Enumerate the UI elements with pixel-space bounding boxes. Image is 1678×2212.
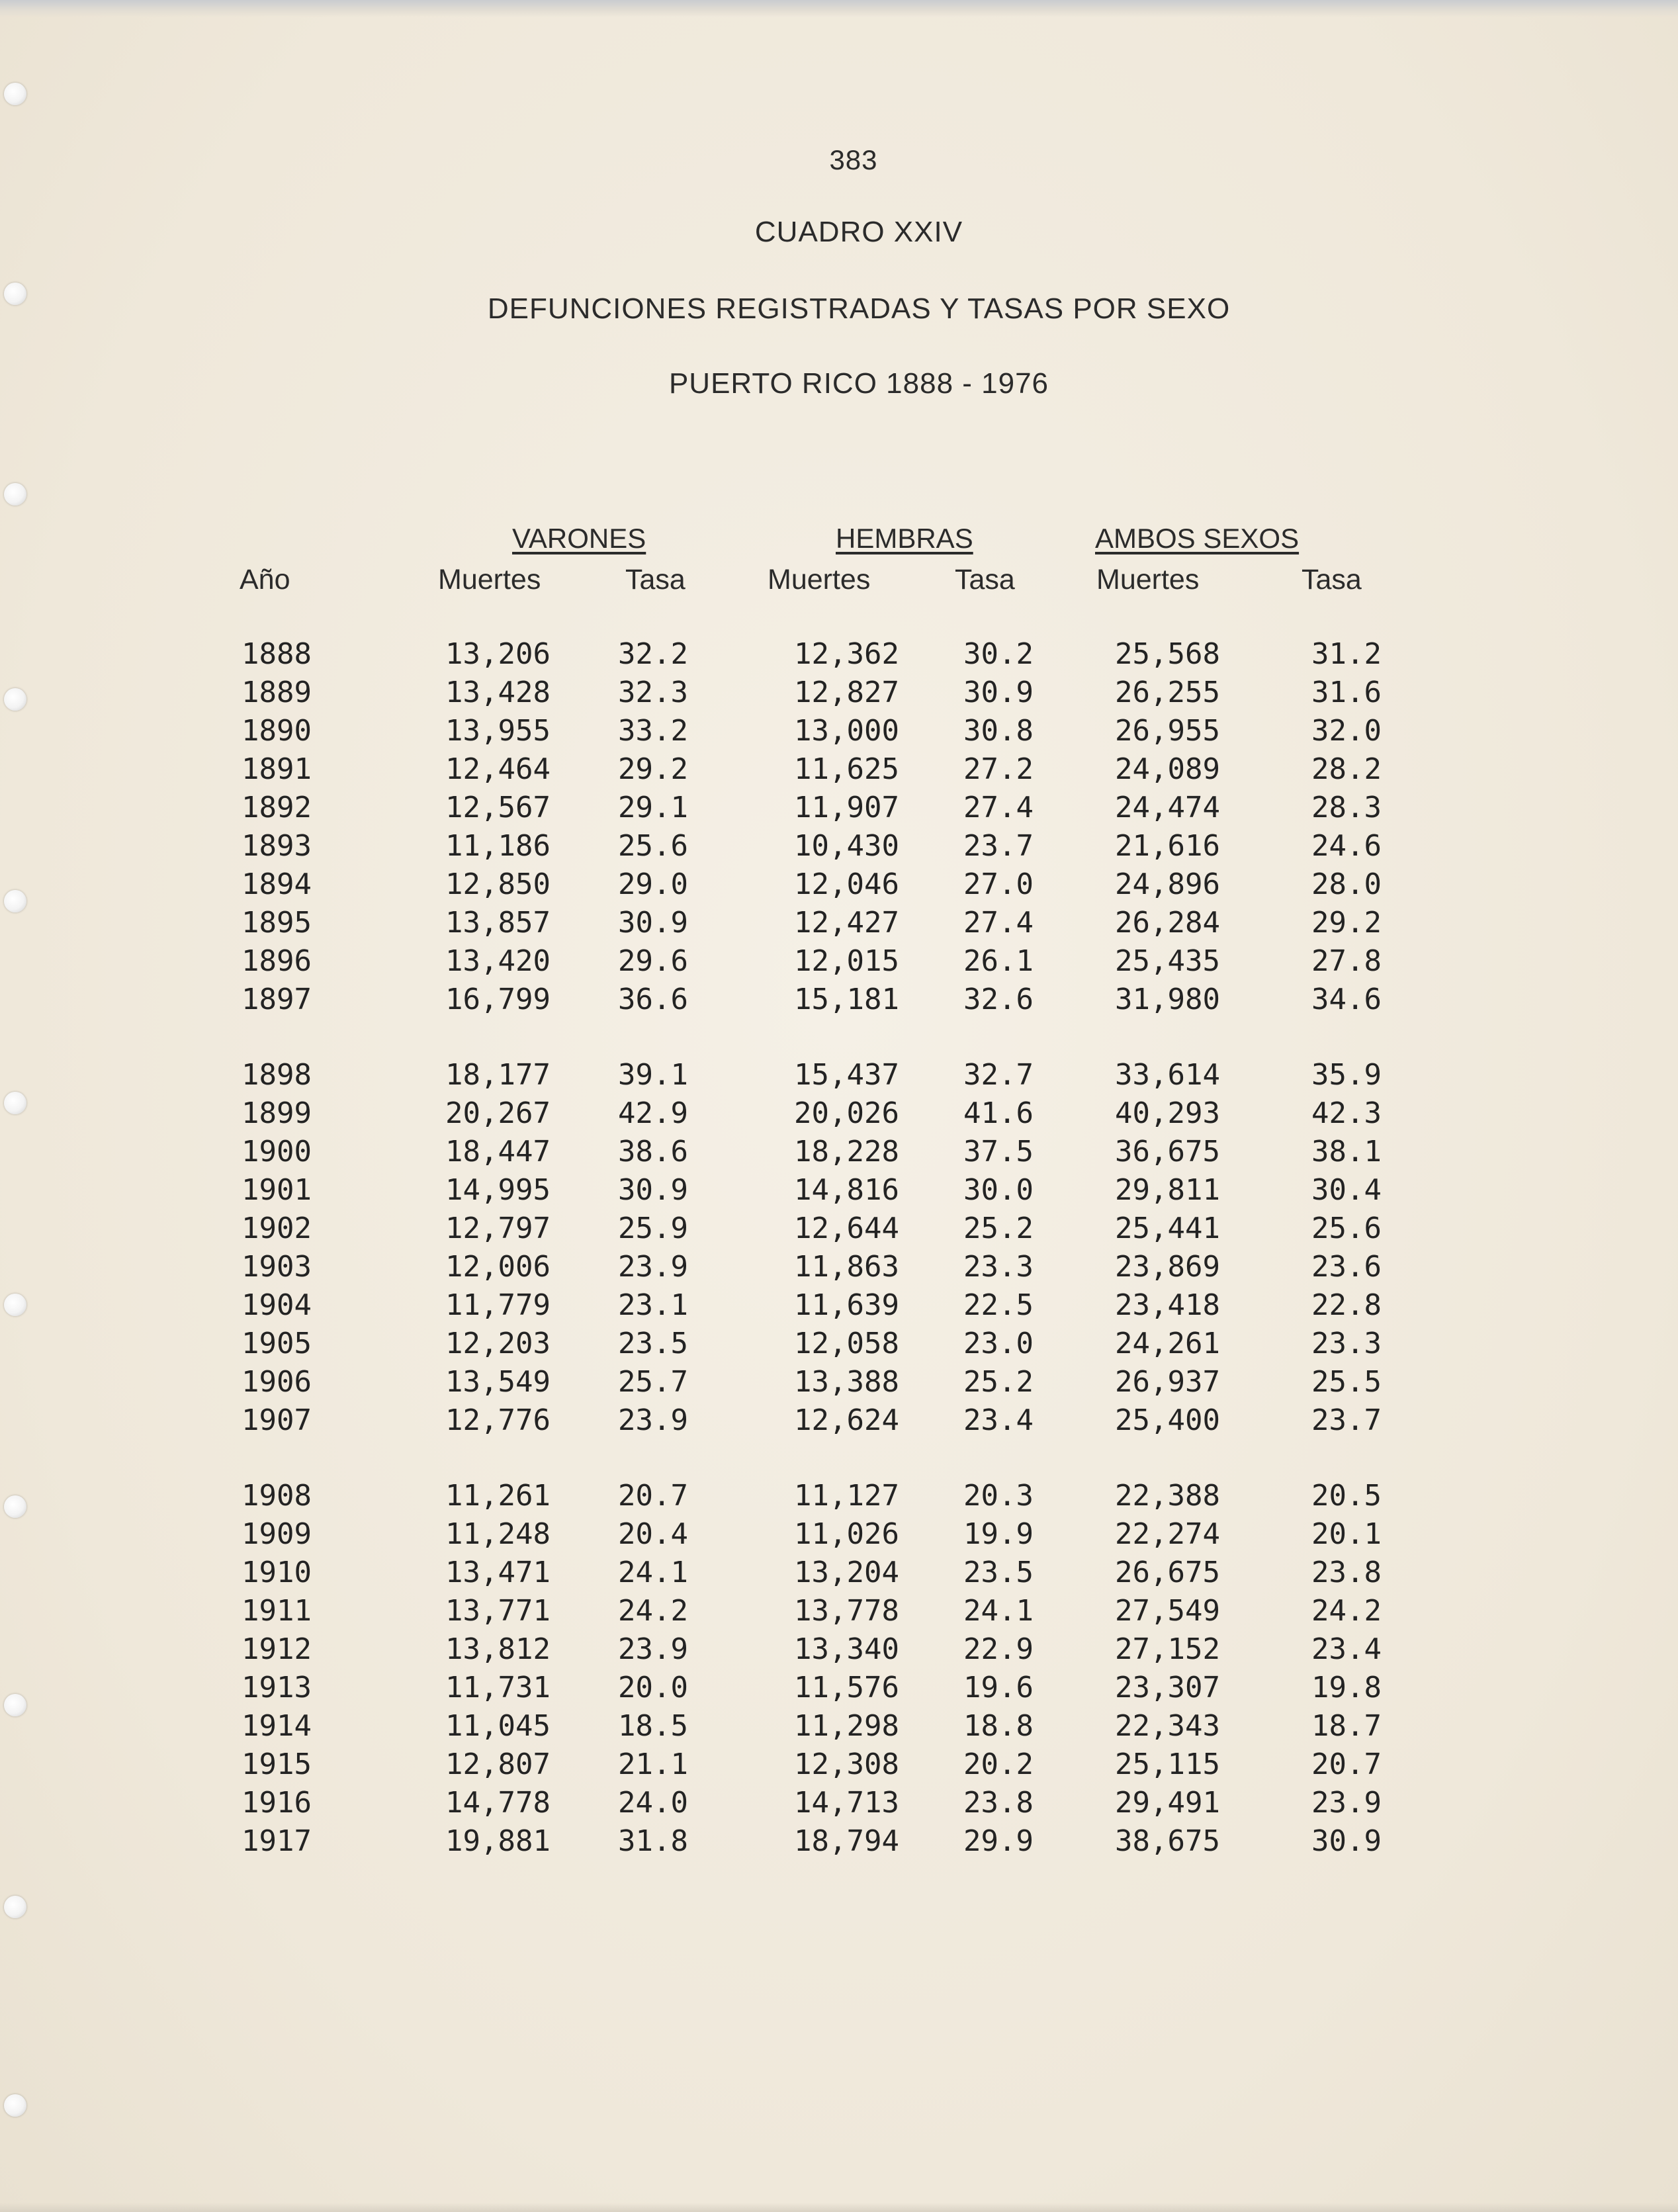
ambos-rate-cell: 32.0 [1311, 714, 1382, 748]
table-row [0, 1286, 1678, 1325]
year-cell: 1900 [242, 1135, 312, 1169]
table-row [0, 1056, 1678, 1094]
varones-deaths-cell: 11,045 [445, 1709, 551, 1743]
ambos-rate-cell: 34.6 [1311, 983, 1382, 1016]
group-header-varones: VARONES [512, 523, 646, 554]
varones-rate-cell: 24.1 [618, 1556, 688, 1589]
table-row [0, 1171, 1678, 1210]
ambos-deaths-cell: 24,896 [1115, 867, 1220, 901]
table-row [0, 1630, 1678, 1669]
hembras-deaths-cell: 12,427 [794, 906, 899, 940]
ambos-rate-cell: 25.6 [1311, 1212, 1382, 1245]
group-header-hembras: HEMBRAS [836, 523, 973, 554]
varones-deaths-cell: 13,771 [445, 1594, 551, 1628]
table-row [0, 981, 1678, 1019]
varones-rate-cell: 29.2 [618, 752, 688, 786]
ambos-deaths-cell: 25,400 [1115, 1403, 1220, 1437]
punch-hole [4, 2094, 26, 2117]
scan-top-edge [0, 0, 1678, 17]
varones-rate-cell: 23.9 [618, 1250, 688, 1284]
ambos-rate-cell: 23.9 [1311, 1786, 1382, 1820]
varones-deaths-cell: 11,248 [445, 1517, 551, 1551]
ambos-rate-cell: 27.8 [1311, 944, 1382, 978]
table-row [0, 827, 1678, 865]
ambos-rate-cell: 19.8 [1311, 1671, 1382, 1704]
ambos-deaths-cell: 26,937 [1115, 1365, 1220, 1399]
varones-deaths-cell: 12,807 [445, 1747, 551, 1781]
varones-rate-cell: 25.7 [618, 1365, 688, 1399]
ambos-deaths-cell: 21,616 [1115, 829, 1220, 863]
hembras-deaths-cell: 13,340 [794, 1632, 899, 1666]
hembras-rate-cell: 23.5 [963, 1556, 1034, 1589]
varones-deaths-cell: 14,778 [445, 1786, 551, 1820]
table-row [0, 1746, 1678, 1784]
varones-rate-cell: 23.9 [618, 1632, 688, 1666]
ambos-rate-cell: 30.9 [1311, 1824, 1382, 1858]
varones-deaths-cell: 11,261 [445, 1479, 551, 1513]
table-row [0, 674, 1678, 712]
mortality-table [0, 635, 1678, 1861]
hembras-rate-cell: 19.9 [963, 1517, 1034, 1551]
column-header-ambos-rate: Tasa [1302, 564, 1362, 596]
varones-rate-cell: 32.3 [618, 676, 688, 709]
ambos-deaths-cell: 27,152 [1115, 1632, 1220, 1666]
varones-deaths-cell: 11,186 [445, 829, 551, 863]
table-row [0, 1248, 1678, 1286]
varones-rate-cell: 30.9 [618, 1173, 688, 1207]
ambos-rate-cell: 28.0 [1311, 867, 1382, 901]
ambos-deaths-cell: 24,089 [1115, 752, 1220, 786]
hembras-deaths-cell: 10,430 [794, 829, 899, 863]
varones-rate-cell: 25.6 [618, 829, 688, 863]
year-cell: 1916 [242, 1786, 312, 1820]
column-header-hembras-deaths: Muertes [768, 564, 871, 596]
varones-deaths-cell: 13,955 [445, 714, 551, 748]
varones-rate-cell: 21.1 [618, 1747, 688, 1781]
table-row [0, 750, 1678, 789]
table-row [0, 1592, 1678, 1630]
ambos-deaths-cell: 24,261 [1115, 1327, 1220, 1360]
hembras-rate-cell: 23.8 [963, 1786, 1034, 1820]
ambos-deaths-cell: 25,115 [1115, 1747, 1220, 1781]
varones-deaths-cell: 12,797 [445, 1212, 551, 1245]
hembras-rate-cell: 41.6 [963, 1096, 1034, 1130]
hembras-rate-cell: 27.0 [963, 867, 1034, 901]
table-row [0, 1707, 1678, 1746]
hembras-rate-cell: 30.8 [963, 714, 1034, 748]
year-cell: 1897 [242, 983, 312, 1016]
hembras-rate-cell: 22.5 [963, 1288, 1034, 1322]
year-cell: 1912 [242, 1632, 312, 1666]
hembras-rate-cell: 37.5 [963, 1135, 1034, 1169]
ambos-rate-cell: 23.6 [1311, 1250, 1382, 1284]
hembras-deaths-cell: 13,000 [794, 714, 899, 748]
hembras-deaths-cell: 12,624 [794, 1403, 899, 1437]
hembras-rate-cell: 30.0 [963, 1173, 1034, 1207]
table-row [0, 635, 1678, 674]
ambos-deaths-cell: 25,441 [1115, 1212, 1220, 1245]
varones-rate-cell: 33.2 [618, 714, 688, 748]
ambos-rate-cell: 24.6 [1311, 829, 1382, 863]
hembras-rate-cell: 23.3 [963, 1250, 1034, 1284]
varones-deaths-cell: 12,567 [445, 791, 551, 824]
ambos-deaths-cell: 38,675 [1115, 1824, 1220, 1858]
ambos-deaths-cell: 24,474 [1115, 791, 1220, 824]
varones-deaths-cell: 12,464 [445, 752, 551, 786]
varones-rate-cell: 25.9 [618, 1212, 688, 1245]
hembras-rate-cell: 20.2 [963, 1747, 1034, 1781]
ambos-deaths-cell: 22,343 [1115, 1709, 1220, 1743]
varones-rate-cell: 29.1 [618, 791, 688, 824]
table-row [0, 1133, 1678, 1171]
ambos-rate-cell: 23.3 [1311, 1327, 1382, 1360]
table-row [0, 1401, 1678, 1440]
ambos-deaths-cell: 40,293 [1115, 1096, 1220, 1130]
hembras-deaths-cell: 20,026 [794, 1096, 899, 1130]
year-cell: 1908 [242, 1479, 312, 1513]
varones-deaths-cell: 16,799 [445, 983, 551, 1016]
year-cell: 1915 [242, 1747, 312, 1781]
varones-deaths-cell: 13,428 [445, 676, 551, 709]
year-cell: 1909 [242, 1517, 312, 1551]
ambos-deaths-cell: 23,418 [1115, 1288, 1220, 1322]
varones-rate-cell: 20.0 [618, 1671, 688, 1704]
hembras-deaths-cell: 15,437 [794, 1058, 899, 1092]
table-row [0, 1094, 1678, 1133]
ambos-rate-cell: 20.7 [1311, 1747, 1382, 1781]
table-row [0, 1822, 1678, 1861]
table-row [0, 789, 1678, 827]
punch-hole [4, 1896, 26, 1918]
year-cell: 1896 [242, 944, 312, 978]
year-cell: 1891 [242, 752, 312, 786]
ambos-rate-cell: 31.6 [1311, 676, 1382, 709]
hembras-deaths-cell: 12,015 [794, 944, 899, 978]
ambos-deaths-cell: 27,549 [1115, 1594, 1220, 1628]
ambos-rate-cell: 30.4 [1311, 1173, 1382, 1207]
varones-rate-cell: 23.9 [618, 1403, 688, 1437]
hembras-rate-cell: 32.7 [963, 1058, 1034, 1092]
year-cell: 1911 [242, 1594, 312, 1628]
hembras-rate-cell: 23.0 [963, 1327, 1034, 1360]
varones-deaths-cell: 13,857 [445, 906, 551, 940]
hembras-deaths-cell: 11,625 [794, 752, 899, 786]
hembras-rate-cell: 25.2 [963, 1212, 1034, 1245]
year-cell: 1894 [242, 867, 312, 901]
varones-rate-cell: 29.0 [618, 867, 688, 901]
ambos-deaths-cell: 29,491 [1115, 1786, 1220, 1820]
hembras-deaths-cell: 11,576 [794, 1671, 899, 1704]
hembras-rate-cell: 20.3 [963, 1479, 1034, 1513]
hembras-rate-cell: 19.6 [963, 1671, 1034, 1704]
ambos-deaths-cell: 26,675 [1115, 1556, 1220, 1589]
ambos-rate-cell: 24.2 [1311, 1594, 1382, 1628]
table-row [0, 712, 1678, 750]
varones-deaths-cell: 12,006 [445, 1250, 551, 1284]
year-cell: 1914 [242, 1709, 312, 1743]
varones-rate-cell: 24.2 [618, 1594, 688, 1628]
hembras-deaths-cell: 12,362 [794, 637, 899, 671]
varones-rate-cell: 18.5 [618, 1709, 688, 1743]
hembras-rate-cell: 18.8 [963, 1709, 1034, 1743]
table-row [0, 1515, 1678, 1554]
ambos-rate-cell: 29.2 [1311, 906, 1382, 940]
ambos-rate-cell: 28.3 [1311, 791, 1382, 824]
varones-deaths-cell: 18,447 [445, 1135, 551, 1169]
hembras-deaths-cell: 11,863 [794, 1250, 899, 1284]
hembras-deaths-cell: 13,204 [794, 1556, 899, 1589]
varones-deaths-cell: 18,177 [445, 1058, 551, 1092]
ambos-rate-cell: 38.1 [1311, 1135, 1382, 1169]
hembras-rate-cell: 23.7 [963, 829, 1034, 863]
hembras-deaths-cell: 15,181 [794, 983, 899, 1016]
ambos-rate-cell: 23.8 [1311, 1556, 1382, 1589]
hembras-deaths-cell: 13,388 [794, 1365, 899, 1399]
hembras-deaths-cell: 12,827 [794, 676, 899, 709]
ambos-deaths-cell: 29,811 [1115, 1173, 1220, 1207]
varones-deaths-cell: 12,850 [445, 867, 551, 901]
hembras-rate-cell: 23.4 [963, 1403, 1034, 1437]
ambos-deaths-cell: 26,955 [1115, 714, 1220, 748]
varones-rate-cell: 42.9 [618, 1096, 688, 1130]
table-row [0, 1784, 1678, 1822]
ambos-deaths-cell: 23,869 [1115, 1250, 1220, 1284]
varones-rate-cell: 20.4 [618, 1517, 688, 1551]
varones-deaths-cell: 19,881 [445, 1824, 551, 1858]
hembras-rate-cell: 30.9 [963, 676, 1034, 709]
varones-rate-cell: 23.1 [618, 1288, 688, 1322]
hembras-rate-cell: 24.1 [963, 1594, 1034, 1628]
year-cell: 1895 [242, 906, 312, 940]
ambos-rate-cell: 42.3 [1311, 1096, 1382, 1130]
punch-hole [4, 483, 26, 506]
ambos-rate-cell: 23.4 [1311, 1632, 1382, 1666]
ambos-rate-cell: 20.1 [1311, 1517, 1382, 1551]
hembras-rate-cell: 27.2 [963, 752, 1034, 786]
year-cell: 1903 [242, 1250, 312, 1284]
ambos-deaths-cell: 26,284 [1115, 906, 1220, 940]
varones-deaths-cell: 12,203 [445, 1327, 551, 1360]
varones-deaths-cell: 13,549 [445, 1365, 551, 1399]
ambos-deaths-cell: 22,274 [1115, 1517, 1220, 1551]
hembras-deaths-cell: 18,794 [794, 1824, 899, 1858]
table-row [0, 1325, 1678, 1363]
varones-rate-cell: 29.6 [618, 944, 688, 978]
varones-rate-cell: 38.6 [618, 1135, 688, 1169]
year-cell: 1913 [242, 1671, 312, 1704]
page-number: 383 [829, 144, 878, 175]
year-cell: 1892 [242, 791, 312, 824]
group-header-ambos-sexos: AMBOS SEXOS [1095, 523, 1300, 554]
varones-deaths-cell: 11,779 [445, 1288, 551, 1322]
hembras-rate-cell: 27.4 [963, 791, 1034, 824]
varones-rate-cell: 39.1 [618, 1058, 688, 1092]
hembras-rate-cell: 25.2 [963, 1365, 1034, 1399]
column-header-ambos-deaths: Muertes [1096, 564, 1200, 596]
ambos-deaths-cell: 31,980 [1115, 983, 1220, 1016]
hembras-deaths-cell: 11,639 [794, 1288, 899, 1322]
year-cell: 1901 [242, 1173, 312, 1207]
varones-deaths-cell: 13,812 [445, 1632, 551, 1666]
varones-rate-cell: 31.8 [618, 1824, 688, 1858]
ambos-rate-cell: 22.8 [1311, 1288, 1382, 1322]
hembras-deaths-cell: 12,046 [794, 867, 899, 901]
ambos-rate-cell: 28.2 [1311, 752, 1382, 786]
table-row [0, 1363, 1678, 1401]
year-cell: 1898 [242, 1058, 312, 1092]
hembras-deaths-cell: 12,644 [794, 1212, 899, 1245]
ambos-deaths-cell: 26,255 [1115, 676, 1220, 709]
year-cell: 1889 [242, 676, 312, 709]
hembras-deaths-cell: 11,127 [794, 1479, 899, 1513]
ambos-rate-cell: 25.5 [1311, 1365, 1382, 1399]
hembras-deaths-cell: 11,026 [794, 1517, 899, 1551]
ambos-deaths-cell: 25,568 [1115, 637, 1220, 671]
varones-deaths-cell: 13,420 [445, 944, 551, 978]
ambos-rate-cell: 31.2 [1311, 637, 1382, 671]
ambos-deaths-cell: 36,675 [1115, 1135, 1220, 1169]
table-subtitle: PUERTO RICO 1888 - 1976 [668, 367, 1049, 400]
varones-rate-cell: 23.5 [618, 1327, 688, 1360]
hembras-deaths-cell: 13,778 [794, 1594, 899, 1628]
year-cell: 1910 [242, 1556, 312, 1589]
year-cell: 1899 [242, 1096, 312, 1130]
column-header-varones-deaths: Muertes [438, 564, 541, 596]
year-cell: 1888 [242, 637, 312, 671]
punch-hole [4, 83, 26, 105]
table-label: CUADRO XXIV [754, 216, 963, 248]
year-cell: 1893 [242, 829, 312, 863]
table-row [0, 904, 1678, 942]
hembras-deaths-cell: 12,058 [794, 1327, 899, 1360]
varones-deaths-cell: 11,731 [445, 1671, 551, 1704]
ambos-rate-cell: 20.5 [1311, 1479, 1382, 1513]
column-header-year: Año [240, 564, 290, 596]
varones-deaths-cell: 12,776 [445, 1403, 551, 1437]
varones-rate-cell: 20.7 [618, 1479, 688, 1513]
table-row [0, 942, 1678, 981]
varones-deaths-cell: 14,995 [445, 1173, 551, 1207]
ambos-rate-cell: 18.7 [1311, 1709, 1382, 1743]
hembras-deaths-cell: 18,228 [794, 1135, 899, 1169]
hembras-deaths-cell: 14,816 [794, 1173, 899, 1207]
year-cell: 1917 [242, 1824, 312, 1858]
hembras-rate-cell: 27.4 [963, 906, 1034, 940]
table-row [0, 1477, 1678, 1515]
hembras-deaths-cell: 14,713 [794, 1786, 899, 1820]
varones-rate-cell: 30.9 [618, 906, 688, 940]
table-row [0, 865, 1678, 904]
ambos-deaths-cell: 33,614 [1115, 1058, 1220, 1092]
year-cell: 1904 [242, 1288, 312, 1322]
ambos-deaths-cell: 25,435 [1115, 944, 1220, 978]
year-cell: 1905 [242, 1327, 312, 1360]
varones-deaths-cell: 13,471 [445, 1556, 551, 1589]
column-header-varones-rate: Tasa [625, 564, 685, 596]
hembras-rate-cell: 32.6 [963, 983, 1034, 1016]
hembras-rate-cell: 30.2 [963, 637, 1034, 671]
year-cell: 1906 [242, 1365, 312, 1399]
varones-deaths-cell: 13,206 [445, 637, 551, 671]
hembras-deaths-cell: 12,308 [794, 1747, 899, 1781]
hembras-rate-cell: 29.9 [963, 1824, 1034, 1858]
varones-rate-cell: 32.2 [618, 637, 688, 671]
ambos-rate-cell: 23.7 [1311, 1403, 1382, 1437]
ambos-deaths-cell: 22,388 [1115, 1479, 1220, 1513]
hembras-rate-cell: 26.1 [963, 944, 1034, 978]
varones-rate-cell: 24.0 [618, 1786, 688, 1820]
varones-deaths-cell: 20,267 [445, 1096, 551, 1130]
table-row [0, 1554, 1678, 1592]
hembras-deaths-cell: 11,907 [794, 791, 899, 824]
year-cell: 1902 [242, 1212, 312, 1245]
ambos-rate-cell: 35.9 [1311, 1058, 1382, 1092]
hembras-rate-cell: 22.9 [963, 1632, 1034, 1666]
ambos-deaths-cell: 23,307 [1115, 1671, 1220, 1704]
table-row [0, 1210, 1678, 1248]
varones-rate-cell: 36.6 [618, 983, 688, 1016]
hembras-deaths-cell: 11,298 [794, 1709, 899, 1743]
scan-bottom-edge [0, 2203, 1678, 2212]
year-cell: 1907 [242, 1403, 312, 1437]
table-title: DEFUNCIONES REGISTRADAS Y TASAS POR SEXO [487, 292, 1231, 325]
column-header-hembras-rate: Tasa [955, 564, 1015, 596]
table-row [0, 1669, 1678, 1707]
year-cell: 1890 [242, 714, 312, 748]
